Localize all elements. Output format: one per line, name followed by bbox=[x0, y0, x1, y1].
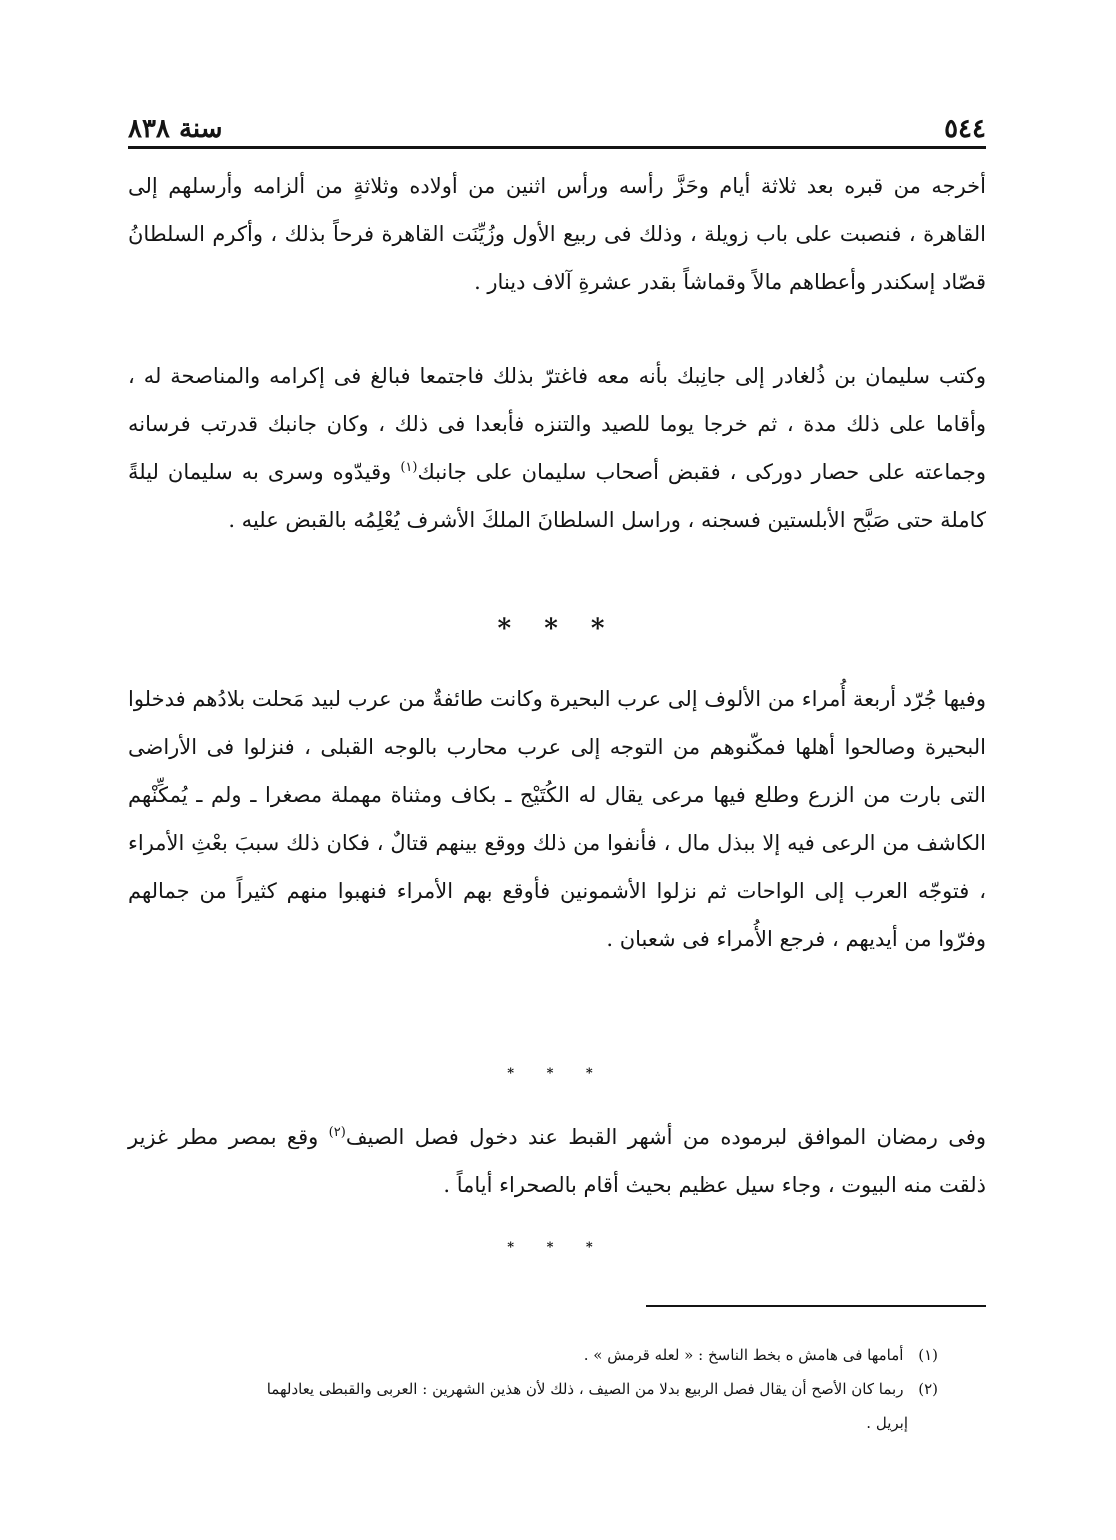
running-head-year: سنة ٨٣٨ bbox=[128, 114, 223, 144]
paragraph-2-text-b: وقيدّوه وسرى به سليمان ليلةً كاملة حتى صَبَّح الأبلستين فسجنه ، وراسل السلطانَ الملكَ الأشرف يُعْلِمُه بالقبض عليه . bbox=[128, 460, 986, 532]
paragraph-4 bbox=[128, 1113, 986, 1209]
footnote-ref-2: (٢) bbox=[328, 1125, 346, 1140]
paragraph-2-text-a: وكتب سليمان بن ذُلغادر إلى جانِبك بأنه معه فاغترّ بذلك فاجتمعا فبالغ فى إكرامه والمناصحة له ، وأقاما على ذلك مدة ، ثم خرجا يوما للصيد والتنزه فأبعدا فى ذلك ، وكان جانبك قدرتب فرسانه وجماعته على حصار دوركى ، فقبض أصحاب سليمان على جانبك bbox=[128, 364, 986, 484]
footnote-rule bbox=[646, 1305, 986, 1307]
section-separator-2: * * * bbox=[507, 1240, 607, 1255]
paragraph-4-text-b: وقع بمصر مطر غزير ذلقت منه البيوت ، وجاء سيل عظيم بحيث أقام بالصحراء أياماً . bbox=[128, 1125, 986, 1197]
footnote-2-continuation bbox=[128, 1412, 908, 1434]
page-number: ٥٤٤ bbox=[944, 114, 986, 144]
footnote-2-number: (٢) bbox=[918, 1380, 938, 1398]
header-rule bbox=[128, 146, 986, 149]
paragraph-4-text-a: وفى رمضان الموافق لبرموده من أشهر القبط عند دخول فصل الصيف bbox=[345, 1125, 986, 1149]
footnote-ref-1: (١) bbox=[400, 460, 418, 475]
footnote-2-continuation-text: إبريل . bbox=[866, 1414, 908, 1432]
paragraph-1-text: أخرجه من قبره بعد ثلاثة أيام وحَزَّ رأسه ورأس اثنين من أولاده وثلاثةٍ من ألزامه وأرسلهم إلى القاهرة ، فنصبت على باب زويلة ، وذلك فى ربيع الأول وزُيِّنَت القاهرة فرحاً بذلك ، وأكرم السلطانُ قصّاد إسكندر وأعطاهم مالاً وقماشاً بقدر عشرةِ آلاف دينار . bbox=[128, 174, 986, 294]
section-separator-1: * * * bbox=[507, 1066, 607, 1081]
paragraph-3-text: وفيها جُرّد أربعة أُمراء من الألوف إلى عرب البحيرة وكانت طائفةٌ من عرب لبيد مَحلت بلادُهم فدخلوا البحيرة وصالحوا أهلها فمكّنوهم من التوجه إلى عرب محارب بالوجه القبلى ، فنزلوا فى الأراضى التى بارت من الزرع وطلع فيها مرعى يقال له الكُتَيْج ـ بكاف ومثناة مهملة مصغرا ـ ولم ـ يُمكِّنْهم الكاشف من الرعى فيه إلا ببذل مال ، فأنفوا من ذلك ووقع بينهم قتالٌ ، فكان ذلك سببَ بعْثِ الأمراء ، فتوجّه العرب إلى الواحات ثم نزلوا الأشمونين فأوقع بهم الأمراء فنهبوا منهم كثيراً من جمالهم وفرّوا من أيديهم ، فرجع الأُمراء فى شعبان . bbox=[128, 687, 986, 951]
footnote-2 bbox=[128, 1378, 938, 1400]
footnote-1 bbox=[128, 1344, 938, 1366]
paragraph-2 bbox=[128, 352, 986, 544]
footnote-2-text: ربما كان الأصح أن يقال فصل الربيع بدلا من الصيف ، ذلك لأن هذين الشهرين : العربى والقبطى يعادلهما bbox=[266, 1380, 904, 1398]
footnote-1-text: أمامها فى هامش ه بخط الناسخ : « لعله قرمش » . bbox=[583, 1346, 904, 1364]
paragraph-3 bbox=[128, 675, 986, 963]
footnote-1-number: (١) bbox=[918, 1346, 938, 1364]
page-header bbox=[128, 92, 986, 142]
section-separator-bold: * * * bbox=[497, 614, 617, 644]
paragraph-1 bbox=[128, 162, 986, 306]
